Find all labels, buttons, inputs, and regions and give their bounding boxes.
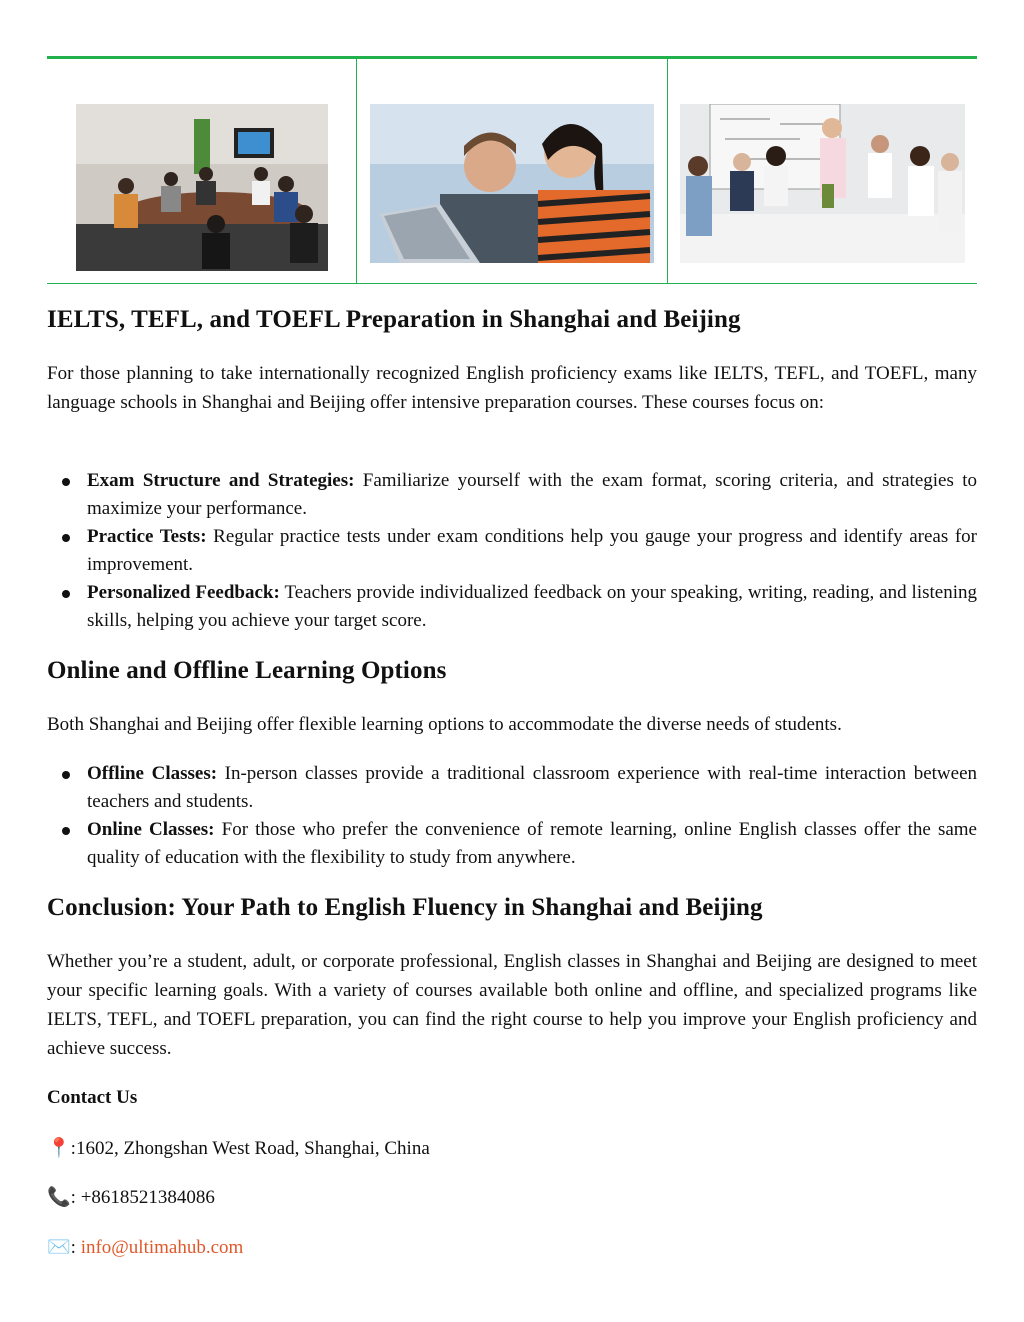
contact-email: ✉️: info@ultimahub.com [47,1237,244,1258]
learning-options-intro: Both Shanghai and Beijing offer flexible learning options to accommodate the diverse needs of students. [47,714,842,735]
list-item: Online Classes: For those who prefer the convenience of remote learning, online English classes offer the same quality of education with the flexibility to study from anywhere. [47,816,977,872]
contact-heading: Contact Us [47,1087,138,1108]
students-laptop-photo [370,104,654,263]
list-item: Personalized Feedback: Teachers provide individualized feedback on your speaking, writing, reading, and listening skills, helping you achieve your target score. [47,579,977,635]
list-item: Practice Tests: Regular practice tests under exam conditions help you gauge your progress and identify areas for improvement. [47,523,977,579]
image-cell-3 [667,59,977,283]
section-title-exam-prep: IELTS, TEFL, and TOEFL Preparation in Shanghai and Beijing [47,306,741,333]
map-pin-icon: 📍 [47,1138,71,1159]
contact-address: 📍:1602, Zhongshan West Road, Shanghai, China [47,1138,430,1159]
conclusion-body: Whether you’re a student, adult, or corporate professional, English classes in Shanghai and Beijing are designed to meet your specific learning goals. With a variety of courses available both online and offline, and specialized programs like IELTS, TEFL, and TOEFL preparation, you can find the right course to help you improve your English proficiency and achieve success. [47,951,977,1059]
image-cell-2 [356,59,666,283]
business-team-photo [680,104,965,263]
exam-prep-intro: For those planning to take internationally recognized English proficiency exams like IELTS, TEFL, and TOEFL, many language schools in Shanghai and Beijing offer intensive preparation courses. These courses focus on: [47,363,977,413]
section-title-learning-options: Online and Offline Learning Options [47,657,447,684]
section-title-conclusion: Conclusion: Your Path to English Fluency in Shanghai and Beijing [47,894,763,921]
list-item: Exam Structure and Strategies: Familiarize yourself with the exam format, scoring criteria, and strategies to maximize your performance. [47,467,977,523]
email-link[interactable]: info@ultimahub.com [80,1237,244,1258]
list-item: Offline Classes: In-person classes provide a traditional classroom experience with real-time interaction between teachers and students. [47,760,977,816]
meeting-room-photo [76,104,328,271]
envelope-icon: ✉️ [47,1237,71,1258]
learning-options-list [47,760,977,872]
image-cell-1 [47,59,356,283]
phone-icon: 📞 [47,1187,71,1208]
contact-phone: 📞: +8618521384086 [47,1187,215,1208]
image-row [47,59,977,284]
exam-prep-list [47,467,977,635]
